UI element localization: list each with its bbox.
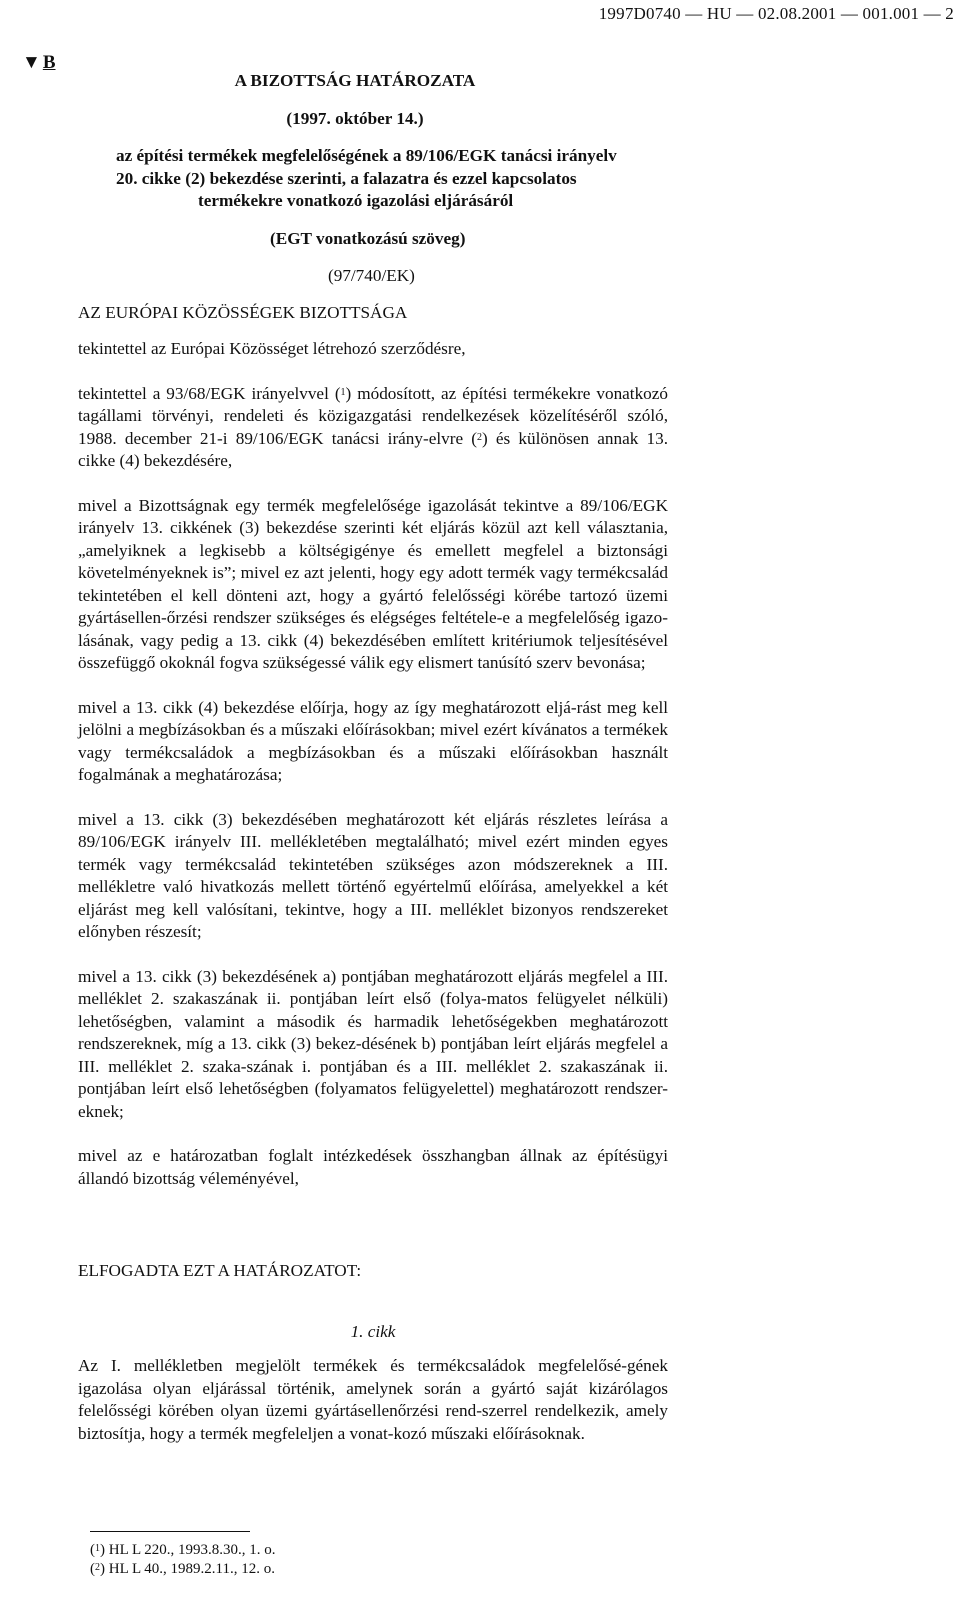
article-1-title: 1. cikk <box>350 1321 396 1341</box>
decision-subject-line-1: az építési termékek megfelelőségének a 89/106/EGK tanácsi irányelv <box>116 146 617 165</box>
decision-title: A BIZOTTSÁG HATÁROZATA <box>234 71 476 90</box>
recital-committee: mivel az e határozatban foglalt intézkedések összhangban állnak az építésügyi állandó bizottság véleményével, <box>78 1146 668 1188</box>
footnote-ref-2: 2 <box>477 431 482 443</box>
issuing-authority: AZ EURÓPAI KÖZÖSSÉGEK BIZOTTSÁGA <box>78 302 408 322</box>
footnote-separator <box>90 1531 250 1532</box>
recital-mandates: mivel a 13. cikk (4) bekezdése előírja, hogy az így meghatározott eljá-rást meg kell jelölni a megbízásokban és a műszaki előírásokban; mivel ezért kívánatos a termékek vagy termékcsaládok a megbízásokban és a műszaki előírásokban használt fogalmának a meghatározása; <box>78 697 668 784</box>
adoption-formula: ELFOGADTA EZT A HATÁROZATOT: <box>78 1261 362 1280</box>
footnote-1: ($^1$) HL L 220., 1993.8.30., 1. o. <box>90 1542 276 1558</box>
footnote-2: ($^2$) HL L 40., 1989.2.11., 12. o. <box>90 1561 275 1577</box>
recital-treaty: tekintettel az Európai Közösséget létrehozó szerződésre, <box>78 339 466 358</box>
triangle-down-icon: ▼ <box>22 52 41 73</box>
recital-annex-iii: mivel a 13. cikk (3) bekezdésében meghatározott két eljárás részletes leírása a 89/106/EGK irányelv III. mellékletében megtalálható; mivel ezért minden egyes termék vagy termékcsalád tekintetében szükséges azon módszereknek a III. mellékletre való hivatkozás mellett történő egyértelmű előírása, amelyekkel a két eljárást meg kell valósítani, tekintve, hogy a III. melléklet bizonyos rendszereket előnyben részesít; <box>78 809 668 941</box>
document-header: 1997D0740 — HU — 02.08.2001 — 001.001 — 2 <box>598 4 954 23</box>
decision-date: (1997. október 14.) <box>286 108 424 128</box>
decision-subject-line-3: termékekre vonatkozó igazolási eljárásáról <box>198 191 514 210</box>
article-1-text: Az I. mellékletben megjelölt termékek és termékcsaládok megfelelősé-gének igazolása olyan eljárással történik, amelynek során a gyártó saját kizárólagos felelősségi körében olyan üzemi gyártásellenőrzési rend-szerrel rendelkezik, amely biztosítja, hogy a termék megfeleljen a vonat-kozó műszaki előírásoknak. <box>78 1356 668 1443</box>
decision-subject-line-2: 20. cikke (2) bekezdése szerinti, a falazatra és ezzel kapcsolatos <box>116 168 577 188</box>
eea-relevance: (EGT vonatkozású szöveg) <box>270 228 466 248</box>
recital-systems: mivel a 13. cikk (3) bekezdésének a) pontjában meghatározott eljárás megfelel a III. melléklet 2. szakaszának ii. pontjában leírt első (folya-matos felügyelet nélküli) lehetőségben, valamint a második és harmadik lehetőségekben meghatározott rendszereknek, míg a 13. cikk (3) bekez-désének b) pontjában leírt eljárás megfelel a III. melléklet 2. szaka-szának i. pontjában és a III. melléklet 2. szakaszának ii. pontjában leírt első lehetőségben (folyamatos felügyelettel) meghatározott rendszer-eknek; <box>78 966 668 1121</box>
recital-directive: tekintettel a 93/68/EGK irányelvvel ($^1$) módosított, az építési termékekre vonatkozó tagállami törvényi, rendeleti és közigazgatási rendelkezések közelítéséről szóló, 1988. december 21-i 89/106/EGK tanácsi irány-elvre ($^2$) és különösen annak 13. cikke (4) bekezdésére, <box>78 383 668 470</box>
document-reference: (97/740/EK) <box>328 266 415 285</box>
recital-procedure-choice: mivel a Bizottságnak egy termék megfelelősége igazolását tekintve a 89/106/EGK irányelv 13. cikkének (3) bekezdése szerinti két eljárás közül azt kell választania, „amelyiknek a legkisebb a költségigénye és emellett megfelel a biztonsági követelményeknek is”; mivel ez azt jelenti, hogy egy adott termék vagy termékcsalád tekintetében el kell dönteni azt, hogy a gyártó felelősségi körébe tartozó üzemi gyártásellen-őrzési rendszer szükséges és elégséges feltétele-e a megfelelőség igazo-lásának, vagy pedig a 13. cikk (4) bekezdésében említett kritériumok teljesítésével összefüggő okoknál fogva szükségessé válik egy elismert tanúsító szerv bevonása; <box>78 495 668 672</box>
version-marker-label: B <box>42 52 56 73</box>
document-body <box>78 70 680 1445</box>
footnote-ref-1: 1 <box>340 386 346 398</box>
